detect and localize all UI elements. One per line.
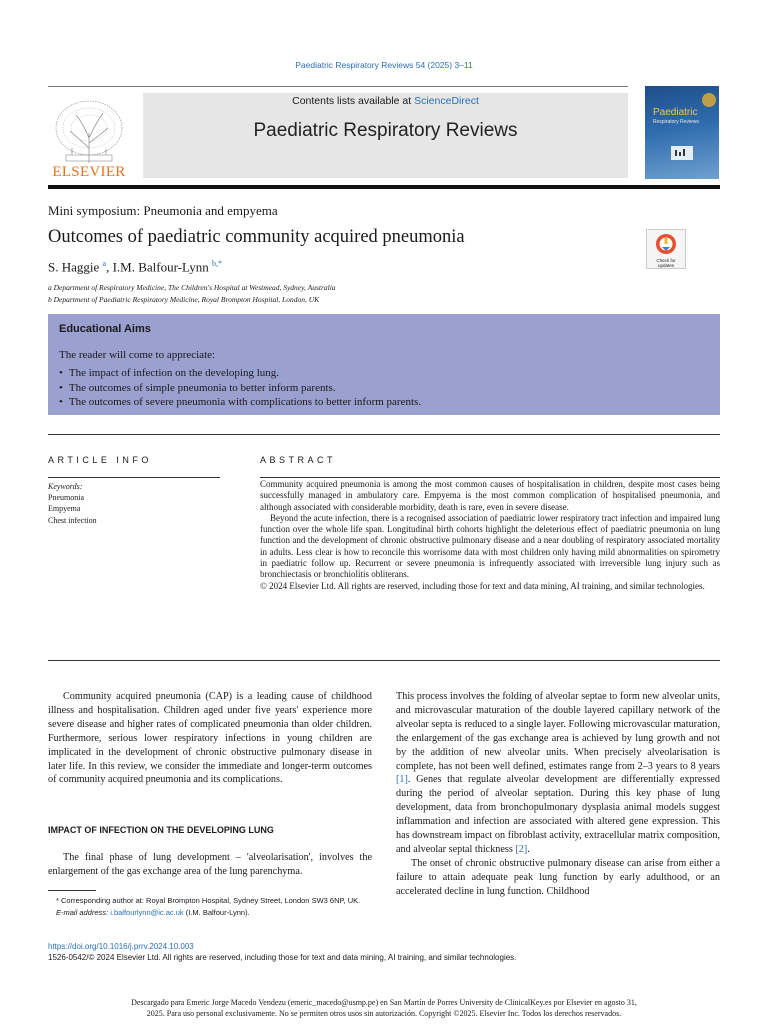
abstract-label: ABSTRACT	[260, 455, 337, 465]
cover-decoration	[645, 86, 719, 179]
abstract-body	[260, 479, 720, 592]
article-info-rule	[48, 477, 220, 478]
journal-reference-link[interactable]: Paediatric Respiratory Reviews 54 (2025) 3–11	[295, 60, 473, 70]
email-suffix: (I.M. Balfour-Lynn).	[183, 907, 250, 917]
check-for-updates-button[interactable]	[646, 229, 686, 269]
body-text: This process involves the folding of alveolar septae to form new alveolar units, and microvascular maturation of the double layered capillary network of the alveolar septa is reduced to a single layer. Following microvascular maturation, the enlargement of the gas exchange area is achieved by lung growth and not by the addition of new alveolar units. When precisely alveolarisation is complete, has not been well defined, estimates range from 2–3 years to 8 years	[396, 691, 720, 772]
author-1: S. Haggie	[48, 259, 100, 275]
body-left-column-section	[48, 851, 372, 879]
abstract-copyright: © 2024 Elsevier Ltd. All rights are reserved, including those for text and data mining, AI training, and similar technologies.	[260, 580, 705, 591]
email-label: E-mail address:	[56, 907, 111, 917]
body-text: . Genes that regulate alveolar development are differentially expressed during the period of alveolar septation. During this key phase of lung development, data from bronchopulmonary dysplasia animal models suggest inflammation and infection are associated with altered gene expression. This has downstream impact on fibroblast activity, extracellular matrix composition, and alveolar septal thickness	[396, 774, 720, 855]
keywords-list	[48, 492, 97, 526]
keywords-label: Keywords:	[48, 482, 83, 491]
affiliation-b: b Department of Paediatric Respiratory Medicine, Royal Brompton Hospital, London, UK	[48, 295, 320, 304]
contents-availability-line	[143, 95, 628, 107]
doi-link[interactable]: https://doi.org/10.1016/j.prrv.2024.10.003	[48, 942, 194, 951]
footnote-corresponding: * Corresponding author at: Royal Brompton Hospital, Sydney Street, London SW3 6NP, UK.	[56, 896, 361, 905]
check-updates-label: Check for updates	[656, 258, 676, 268]
keyword-item: Pneumonia	[48, 493, 84, 502]
author-2: , I.M. Balfour-Lynn	[106, 259, 209, 275]
symposium-label: Mini symposium: Pneumonia and empyema	[48, 203, 278, 218]
reference-link-1[interactable]: [1]	[396, 774, 408, 786]
author-2-affiliation-mark[interactable]: b,*	[212, 259, 222, 268]
footnote-rule	[48, 890, 96, 891]
abstract-rule	[260, 477, 720, 478]
educational-aims-intro: The reader will come to appreciate:	[59, 349, 216, 361]
reference-link-2[interactable]: [2]	[515, 843, 528, 855]
article-info-label: ARTICLE INFO	[48, 455, 152, 465]
aim-item: • The impact of infection on the developing lung.	[59, 366, 421, 381]
educational-aims-list	[59, 366, 421, 410]
journal-title: Paediatric Respiratory Reviews	[253, 120, 518, 141]
corresponding-author-footnote	[48, 895, 372, 918]
author-list	[48, 259, 222, 275]
educational-aims-heading: Educational Aims	[59, 323, 151, 335]
header-thick-rule	[48, 185, 720, 189]
contents-prefix: Contents lists available at	[292, 95, 415, 107]
sciencedirect-link[interactable]: ScienceDirect	[414, 95, 479, 107]
author-1-affiliation-mark[interactable]: a	[102, 259, 107, 268]
cover-title: Paediatric	[653, 107, 698, 118]
top-divider	[48, 86, 628, 87]
elsevier-wordmark: ELSEVIER	[52, 164, 126, 180]
body-text: .	[527, 843, 530, 855]
issn-copyright: 1526-0542/© 2024 Elsevier Ltd. All rights are reserved, including those for text and data mining, AI training, and similar technologies.	[48, 953, 517, 962]
affiliation-a: a Department of Respiratory Medicine, The Children's Hospital at Westmead, Sydney, Australia	[48, 283, 336, 292]
keyword-item: Chest infection	[48, 515, 97, 525]
download-notice-line-1: Descargado para Emeric Jorge Macedo Vendezu (emeric_macedo@usmp.pe) en San Martín de Porres University de ClinicalKey.es por Elsevier en agosto 31,	[131, 998, 637, 1007]
keyword-item: Empyema	[48, 504, 81, 514]
body-paragraph: The final phase of lung development – 'alveolarisation', involves the enlargement of the gas exchange area of the lung parenchyma.	[48, 852, 372, 877]
journal-cover-image[interactable]	[645, 86, 719, 179]
section-divider	[48, 434, 720, 435]
body-right-column	[396, 690, 720, 899]
section-heading: IMPACT OF INFECTION ON THE DEVELOPING LUNG	[48, 825, 274, 835]
aim-item: • The outcomes of simple pneumonia to better inform parents.	[59, 381, 421, 396]
aim-item: • The outcomes of severe pneumonia with complications to better inform parents.	[59, 395, 421, 410]
article-title: Outcomes of paediatric community acquired pneumonia	[48, 227, 465, 247]
cover-subtitle: Respiratory Reviews	[653, 119, 699, 125]
abstract-paragraph: Beyond the acute infection, there is a recognised association of paediatric lower respiratory tract infection and impaired lung function over the whole life span. Longitudinal birth cohorts highlight the deleterious effect of paediatric pneumonia on lung function and the development of chronic obstructive pulmonary disease and a near doubling of respiratory associated mortality in adults. Less clear is how to reconcile this worrisome data with most children only having mild abnormalities on spirometry in paediatric follow up. Recurrent or severe pneumonia is infrequently associated with irreversible lung injury such as bronchiectasis or bronchiolitis obliterans.	[260, 512, 720, 580]
section-divider	[48, 660, 720, 661]
download-notice-line-2: 2025. Para uso personal exclusivamente. No se permiten otros usos sin autorización. Copyright ©2025. Elsevier Inc. Todos los derechos reservados.	[146, 1009, 622, 1018]
author-email-link[interactable]: i.balfourlynn@ic.ac.uk	[110, 907, 184, 917]
body-left-column-intro	[48, 690, 372, 787]
body-paragraph: Community acquired pneumonia (CAP) is a leading cause of childhood illness and hospitalisation. Children aged under five years' experience more severe disease and higher rates of complicated pneumonia than older children. Furthermore, serious lower respiratory infections in young children are implicated in the development of chronic obstructive pulmonary disease in later life. In this review, we consider the immediate and longer-term outcomes of community acquired pneumonia and its complications.	[48, 691, 372, 786]
body-paragraph	[396, 690, 720, 857]
abstract-paragraph: Community acquired pneumonia is among the most common causes of hospitalisation in children, despite most cases being successfully managed in ambulatory care. Empyema is the most common complication of hospitalised pneumonia, and although associated with considerable morbidity, death is rare, even in severe disease.	[260, 479, 720, 512]
body-paragraph: The onset of chronic obstructive pulmonary disease can arise from either a failure to attain adequate peak lung function by early adulthood, or an accelerated decline in lung function. Childhood	[396, 857, 720, 897]
